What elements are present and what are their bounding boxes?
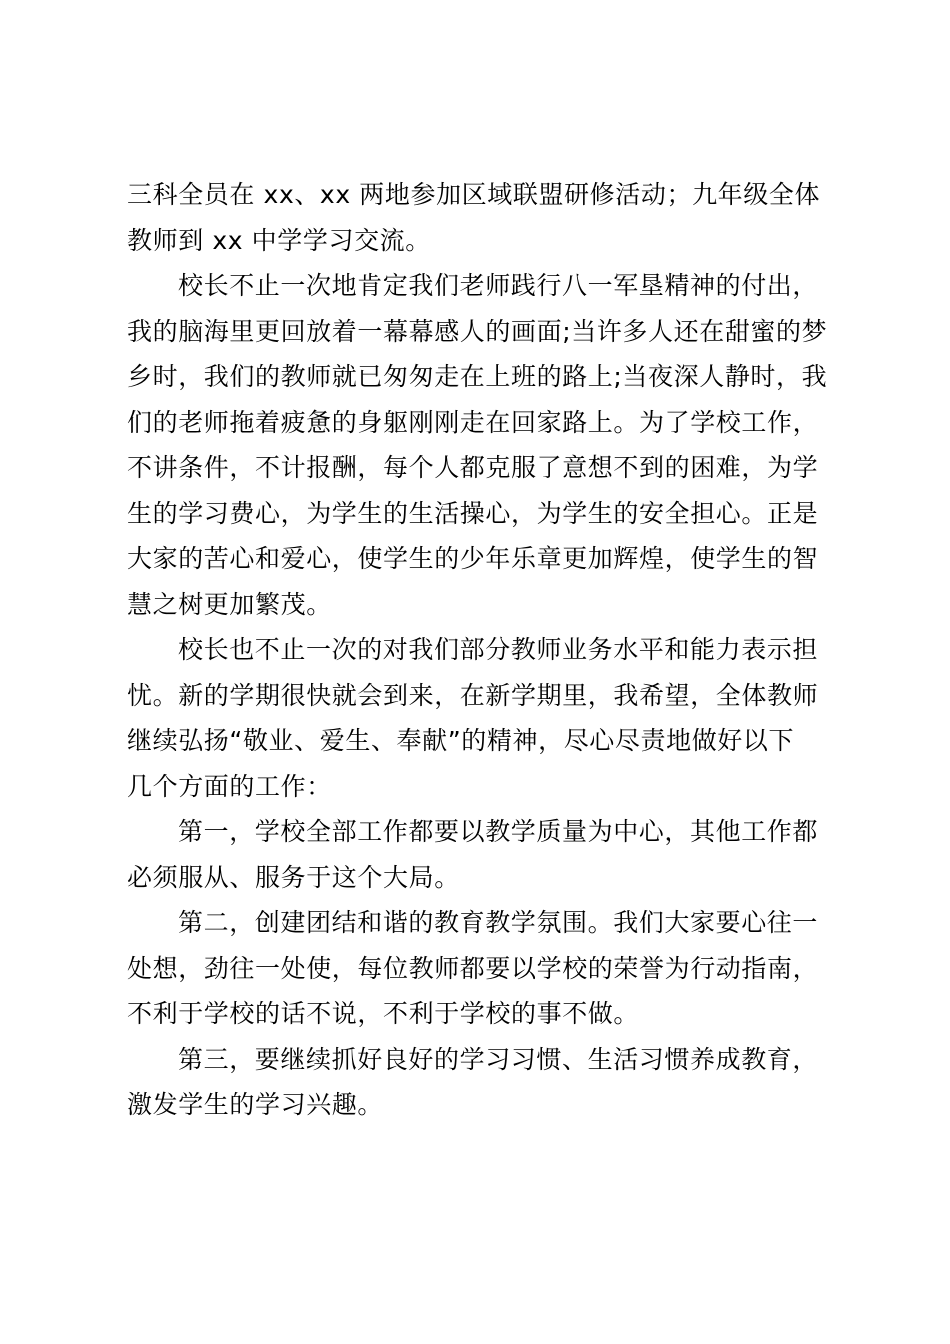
paragraph-5: [127, 900, 833, 1037]
text-line: 校长也不止一次的对我们部分教师业务水平和能力表示担: [178, 635, 819, 664]
text-line: 生的学习费心，为学生的生活操心，为学生的安全担心。正是: [127, 498, 819, 528]
paragraph-1: [127, 172, 833, 263]
text-line: 几个方面的工作：: [127, 771, 332, 801]
text-line: 必须服从、服务于这个大局。: [127, 862, 460, 892]
text-line: 第二，创建团结和谐的教育教学氛围。我们大家要心往一: [178, 908, 819, 937]
text-line: 我的脑海里更回放着一幕幕感人的画面;当许多人还在甜蜜的梦: [127, 316, 828, 346]
text-line: 教师到 xx 中学学习交流。: [127, 225, 431, 255]
text-line: 大家的苦心和爱心，使学生的少年乐章更加辉煌，使学生的智: [127, 544, 819, 573]
text-line: 慧之树更加繁茂。: [127, 589, 332, 619]
text-line: 处想，劲往一处使，每位教师都要以学校的荣誉为行动指南，: [127, 953, 819, 983]
text-line: 们的老师拖着疲惫的身躯刚刚走在回家路上。为了学校工作，: [127, 407, 819, 437]
text-line: 不讲条件，不计报酬，每个人都克服了意想不到的困难，为学: [127, 453, 819, 482]
paragraph-3: [127, 627, 833, 809]
paragraph-6: [127, 1037, 833, 1128]
text-line: 第一，学校全部工作都要以教学质量为中心，其他工作都: [178, 817, 819, 846]
document-body: [127, 172, 833, 1128]
paragraph-4: [127, 809, 833, 900]
text-line: 不利于学校的话不说，不利于学校的事不做。: [127, 999, 640, 1028]
text-line: 校长不止一次地肯定我们老师践行八一军垦精神的付出，: [178, 271, 819, 300]
text-line: 乡时，我们的教师就已匆匆走在上班的路上;当夜深人静时，我: [127, 362, 828, 391]
text-line: 继续弘扬“敬业、爱生、奉献”的精神，尽心尽责地做好以下: [127, 726, 795, 755]
text-line: 第三，要继续抓好良好的学习习惯、生活习惯养成教育，: [178, 1044, 819, 1074]
text-line: 三科全员在 xx、xx 两地参加区域联盟研修活动；九年级全体: [127, 180, 821, 209]
paragraph-2: [127, 263, 833, 627]
text-line: 激发学生的学习兴趣。: [127, 1090, 384, 1119]
text-line: 忧。新的学期很快就会到来，在新学期里，我希望，全体教师: [127, 680, 819, 710]
